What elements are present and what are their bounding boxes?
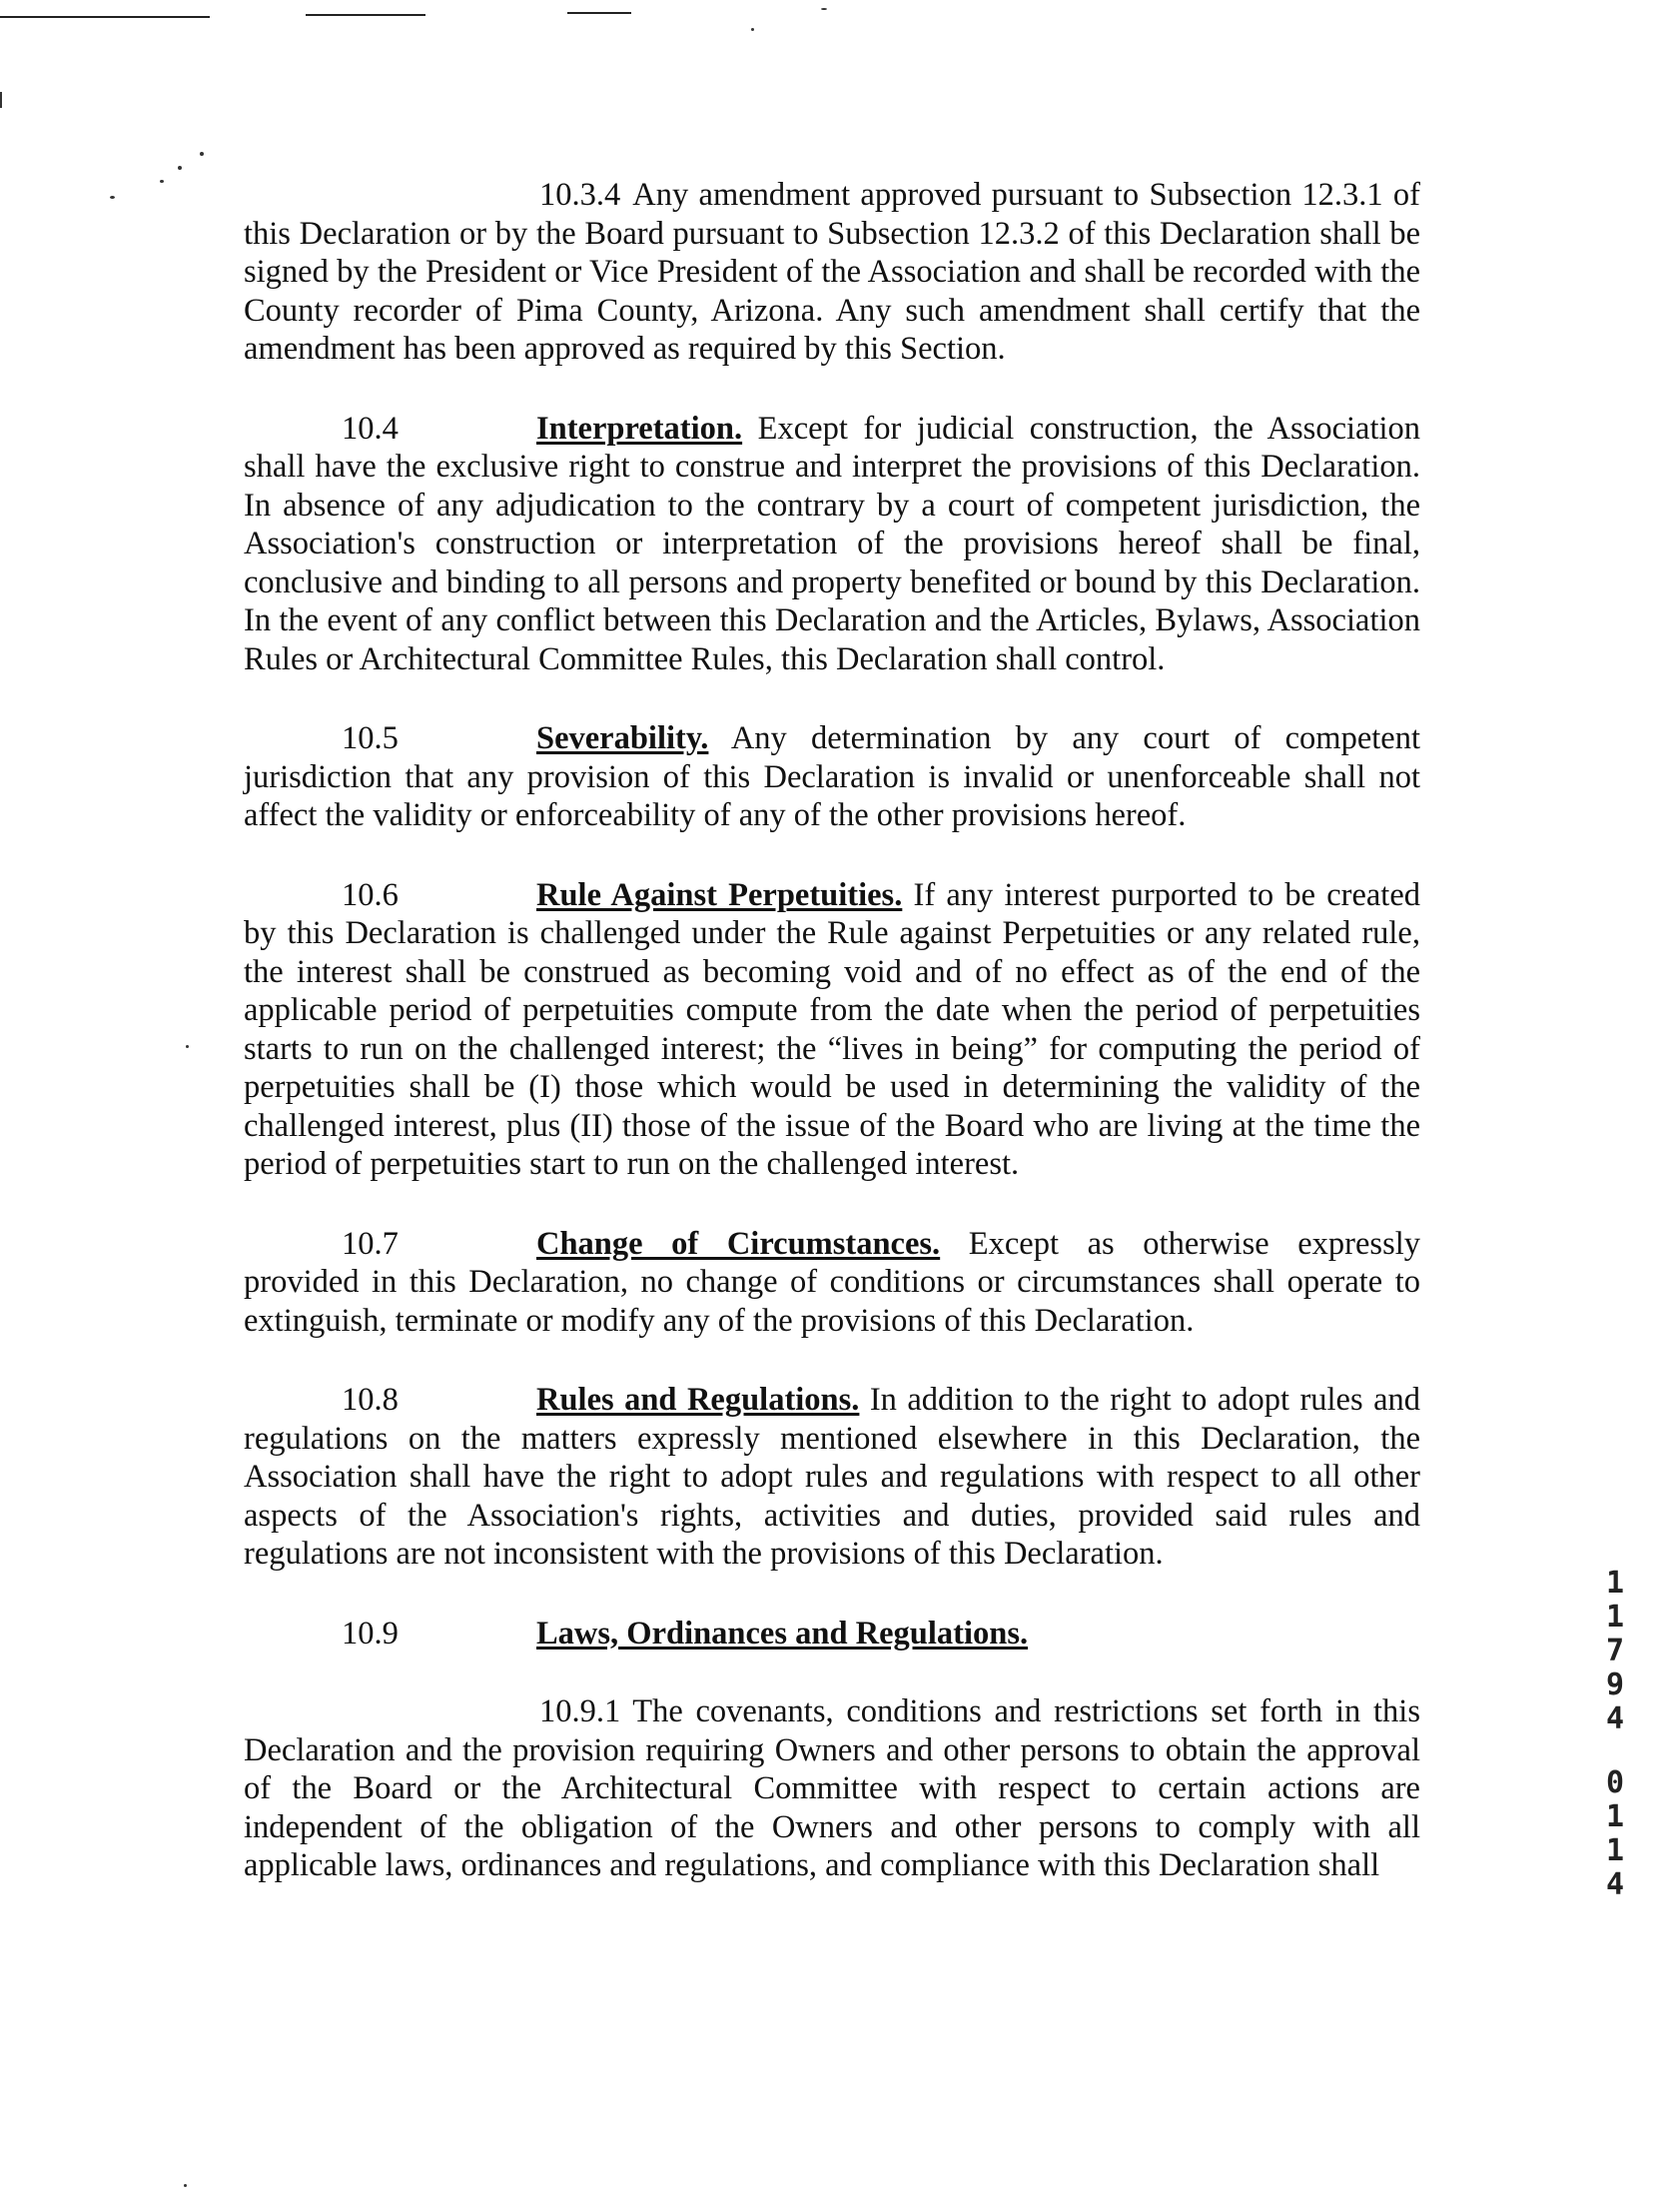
section-number: 10.6 [342, 876, 399, 913]
section-number: 10.9 [342, 1615, 399, 1652]
paragraph-text: Except as otherwise expressly provided in this Declaration, no change of conditions or circumstances shall operate to extinguish, terminate or modify any of the provisions of this Declaration. [244, 1225, 1421, 1339]
stamp-digit: 4 [1605, 1867, 1625, 1902]
document-body [244, 176, 1420, 1926]
paragraph-10-4 [244, 410, 1420, 679]
stamp-digit: 0 [1605, 1765, 1625, 1800]
stamp-digit: 9 [1605, 1667, 1625, 1702]
stamp-digit: 7 [1605, 1634, 1625, 1668]
section-number: 10.8 [342, 1382, 399, 1418]
section-number: 10.7 [342, 1225, 399, 1262]
scan-speck [184, 2184, 187, 2187]
scan-speck [110, 196, 115, 199]
paragraph-10-6 [244, 876, 1420, 1184]
section-number: 10.3.4 [539, 177, 621, 213]
scan-speck [821, 8, 827, 10]
section-heading: Rules and Regulations. [536, 1382, 860, 1418]
section-number: 10.9.1 [539, 1693, 621, 1729]
scan-line [567, 12, 631, 14]
scan-speck [0, 92, 2, 108]
recording-stamp [1598, 1567, 1632, 1902]
scan-speck [160, 180, 164, 183]
scan-speck [751, 28, 754, 31]
paragraph-text: Except for judicial construction, the Association shall have the exclusive right to construe and interpret the provisions of this Declaration. In absence of any adjudication to the contrary by a court of competent jurisdiction, the Association's construction or interpretation of the provisions hereof shall be final, conclusive and binding to all persons and property benefited or bound by this Declaration. In the event of any conflict between this Declaration and the Articles, Bylaws, Association Rules or Architectural Committee Rules, this Declaration shall control. [244, 410, 1421, 677]
scan-speck [186, 1045, 189, 1048]
stamp-digit: 1 [1605, 1566, 1625, 1601]
section-number: 10.4 [342, 410, 399, 447]
paragraph-text: The covenants, conditions and restrictions set forth in this Declaration and the provision requiring Owners and other persons to obtain the approval of the Board or the Architectural Committee with respect to certain actions are independent of the obligation of the Owners and other persons to comply with all applicable laws, ordinances and regulations, and compliance with this Declaration shall [244, 1693, 1420, 1883]
section-number: 10.5 [342, 720, 399, 756]
paragraph-10-8 [244, 1381, 1420, 1574]
stamp-digit: 4 [1605, 1701, 1625, 1736]
section-heading: Rule Against Perpetuities. [536, 876, 903, 913]
scan-line [0, 16, 210, 18]
paragraph-text: Any amendment approved pursuant to Subsection 12.3.1 of this Declaration or by the Board pursuant to Subsection 12.3.2 of this Declaration shall be signed by the President or Vice President of the Association and shall be recorded with the County recorder of Pima County, Arizona. Any such amendment shall certify that the amendment has been approved as required by this Section. [244, 177, 1420, 367]
section-heading: Change of Circumstances. [536, 1225, 941, 1262]
paragraph-10-9-1 [244, 1692, 1420, 1885]
section-heading: Laws, Ordinances and Regulations. [536, 1615, 1029, 1652]
stamp-digit: 1 [1605, 1833, 1625, 1868]
paragraph-text: If any interest purported to be created by this Declaration is challenged under the Rule against Perpetuities or any related rule, the interest shall be construed as becoming void and of no effect as of the end of the applicable period of perpetuities compute from the date when the period of perpetuities starts to run on the challenged interest; the “lives in being” for computing the period of perpetuities shall be (I) those which would be used in determining the validity of the challenged interest, plus (II) those of the issue of the Board who are living at the time the period of perpetuities start to run on the challenged interest. [244, 876, 1421, 1182]
scan-line [306, 14, 425, 16]
paragraph-text: Any determination by any court of competent jurisdiction that any provision of this Declaration is invalid or unenforceable shall not affect the validity or enforceability of any of the other provisions hereof. [244, 720, 1420, 833]
paragraph-10-3-4 [244, 176, 1420, 369]
stamp-digit: 1 [1605, 1600, 1625, 1635]
section-heading: Interpretation. [536, 410, 743, 447]
scan-speck [200, 152, 204, 156]
paragraph-text: In addition to the right to adopt rules and regulations on the matters expressly mentioned elsewhere in this Declaration, the Association shall have the right to adopt rules and regulations with respect to all other aspects of the Association's rights, activities and duties, provided said rules and regulations are not inconsistent with the provisions of this Declaration. [244, 1382, 1420, 1572]
paragraph-10-9 [244, 1615, 1420, 1654]
paragraph-10-5 [244, 719, 1420, 835]
section-heading: Severability. [536, 720, 709, 756]
stamp-gap [1598, 1736, 1632, 1766]
paragraph-10-7 [244, 1225, 1420, 1341]
scan-speck [178, 166, 182, 170]
stamp-digit: 1 [1605, 1799, 1625, 1834]
